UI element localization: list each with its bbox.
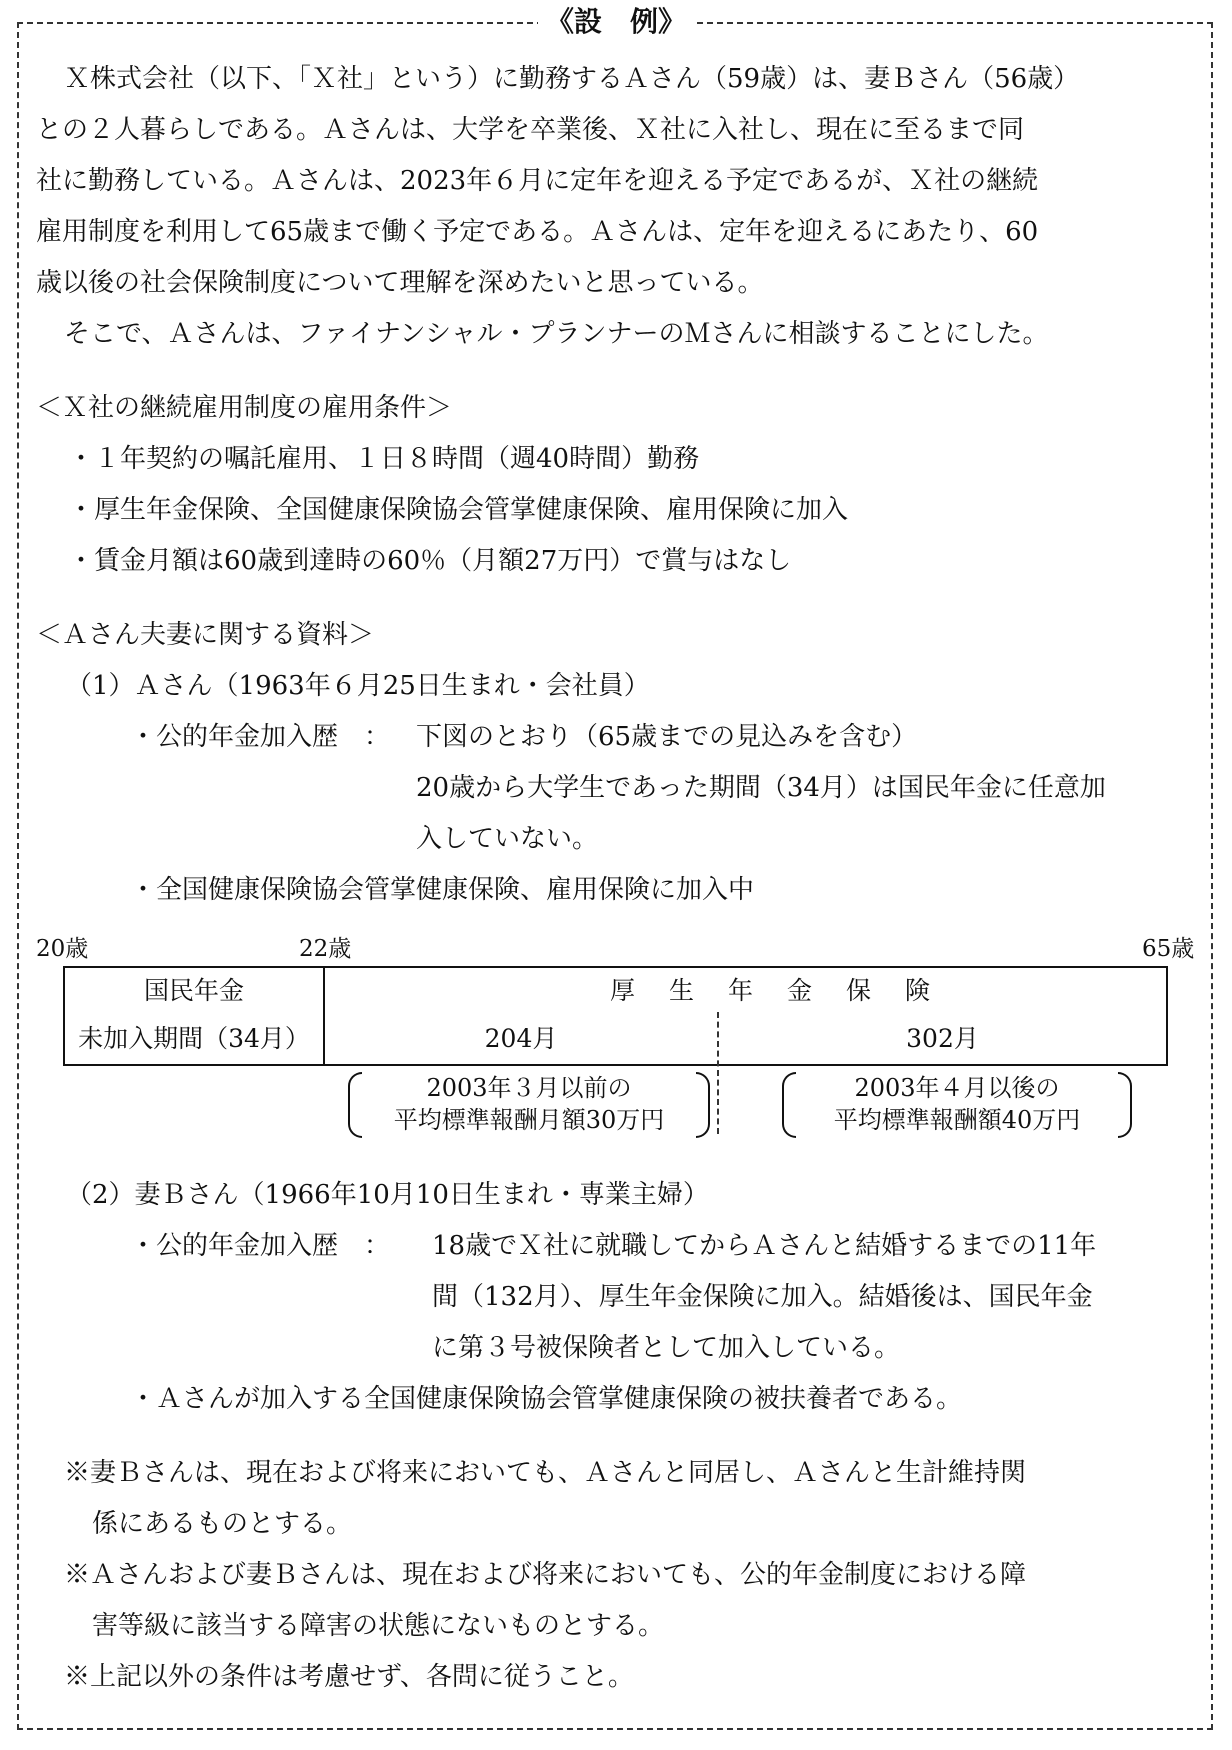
note-before-line1: 2003年３月以前の <box>426 1074 632 1102</box>
a-pension-text: 入していない。 <box>416 824 599 854</box>
note-before-line2: 平均標準報酬月額30万円 <box>393 1106 665 1134</box>
b-pension-text: に第３号被保険者として加入している。 <box>432 1333 901 1363</box>
case-title: 《設 例》 <box>0 6 1232 38</box>
b-dependent: ・Ａさんが加入する全国健康保険協会管掌健康保険の被扶養者である。 <box>130 1384 963 1414</box>
note-after-line2: 平均標準報酬額40万円 <box>833 1106 1081 1134</box>
paren-left <box>348 1072 362 1138</box>
employment-item: ・１年契約の嘱託雇用、１日８時間（週40時間）勤務 <box>68 444 700 474</box>
intro-line: 雇用制度を利用して65歳まで働く予定である。Ａさんは、定年を迎えるにあたり、60 <box>36 217 1039 247</box>
months-after: 302月 <box>906 1024 979 1053</box>
a-title: （1）Ａさん（1963年６月25日生まれ・会社員） <box>66 671 650 701</box>
np-period: 未加入期間（34月） <box>78 1024 310 1053</box>
months-before: 204月 <box>484 1024 558 1053</box>
note-line: ※上記以外の条件は考慮せず、各問に従うこと。 <box>64 1662 634 1692</box>
a-pension-text: 20歳から大学生であった期間（34月）は国民年金に任意加 <box>416 773 1106 803</box>
b-pension-text: 間（132月）、厚生年金保険に加入。結婚後は、国民年金 <box>432 1282 1093 1312</box>
intro-line: Ｘ株式会社（以下、「Ｘ社」という）に勤務するＡさん（59歳）は、妻Ｂさん（56歳） <box>64 64 1080 94</box>
age-end: 65歳 <box>1142 936 1195 962</box>
note-line: ※Ａさんおよび妻Ｂさんは、現在および将来においても、公的年金制度における障 <box>64 1560 1027 1590</box>
intro-line: 歳以後の社会保険制度について理解を深めたいと思っている。 <box>36 268 764 298</box>
a-health: ・全国健康保険協会管掌健康保険、雇用保険に加入中 <box>130 875 755 905</box>
paren-right <box>696 1072 710 1138</box>
a-pension-label: ・公的年金加入歴 ： <box>130 722 391 752</box>
note-line: ※妻Ｂさんは、現在および将来においても、Ａさんと同居し、Ａさんと生計維持関 <box>64 1458 1027 1488</box>
b-pension-label: ・公的年金加入歴 ： <box>130 1231 391 1261</box>
employment-item: ・厚生年金保険、全国健康保険協会管掌健康保険、雇用保険に加入 <box>68 495 849 525</box>
employment-heading: ＜Ｘ社の継続雇用制度の雇用条件＞ <box>36 393 453 423</box>
intro-line: 社に勤務している。Ａさんは、2023年６月に定年を迎える予定であるが、Ｘ社の継続 <box>36 166 1039 196</box>
intro-line: との２人暮らしである。Ａさんは、大学を卒業後、Ｘ社に入社し、現在に至るまで同 <box>36 115 1025 145</box>
couple-heading: ＜Ａさん夫妻に関する資料＞ <box>36 620 375 650</box>
kosei-label: 厚生年金保険 <box>609 976 964 1005</box>
note-line: 係にあるものとする。 <box>92 1509 353 1539</box>
note-after-line1: 2003年４月以後の <box>854 1074 1060 1102</box>
paren-right <box>1118 1072 1132 1138</box>
b-pension-text: 18歳でＸ社に就職してからＡさんと結婚するまでの11年 <box>432 1231 1097 1261</box>
paren-left <box>782 1072 796 1138</box>
age-mid: 22歳 <box>299 936 352 962</box>
np-label: 国民年金 <box>143 976 244 1005</box>
employment-item: ・賃金月額は60歳到達時の60％（月額27万円）で賞与はなし <box>68 546 792 576</box>
a-pension-text: 下図のとおり（65歳までの見込みを含む） <box>416 722 918 752</box>
b-title: （2）妻Ｂさん（1966年10月10日生まれ・専業主婦） <box>66 1180 709 1210</box>
note-line: 害等級に該当する障害の状態にないものとする。 <box>92 1611 665 1641</box>
intro-line: そこで、Ａさんは、ファイナンシャル・プランナーのＭさんに相談することにした。 <box>64 319 1049 349</box>
age-start: 20歳 <box>36 936 89 962</box>
